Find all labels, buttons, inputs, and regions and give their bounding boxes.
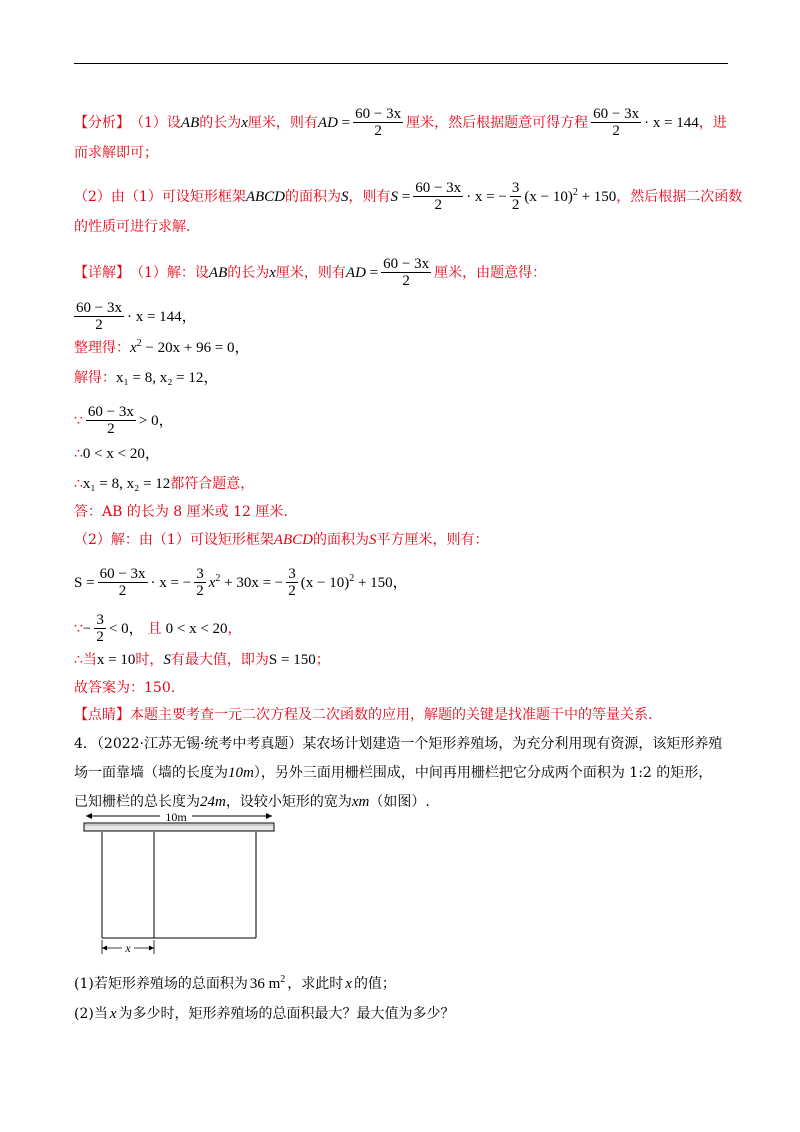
math-expr: · x = 144	[644, 114, 699, 131]
detail-max	[74, 650, 330, 670]
math-part: (x − 10)	[300, 574, 350, 591]
text: 厘米，由题意得：	[434, 264, 547, 281]
math-ab: AB	[208, 264, 228, 281]
math-expr: −	[82, 620, 92, 637]
math-expr: · x = −	[150, 574, 192, 591]
denominator: 2	[612, 123, 620, 139]
numerator: 60 − 3x	[383, 256, 430, 272]
text: 时，	[135, 652, 164, 668]
question-1	[74, 974, 396, 994]
math-expr: S =	[74, 574, 95, 591]
text: 故答案为：150.	[74, 680, 176, 696]
fraction	[591, 106, 641, 139]
detail-roots	[74, 474, 254, 494]
math-abcd: ABCD	[273, 532, 313, 548]
text: 本题主要考查一元二次方程及二次函数的应用，解题的关键是找准题干中的等量关系.	[130, 707, 653, 723]
text: 厘米，则有	[247, 114, 318, 131]
therefore-symbol: ∴	[74, 476, 83, 492]
text: 的面积为	[313, 532, 369, 548]
denominator: 2	[288, 583, 296, 599]
text: 已知栅栏的总长度为	[74, 794, 200, 810]
text: (1)若矩形养殖场的总面积为	[74, 976, 248, 992]
text: 解得：	[74, 370, 116, 386]
numerator: 60 − 3x	[76, 300, 122, 316]
numerator: 60 − 3x	[415, 180, 462, 196]
denominator: 2	[511, 197, 520, 213]
math-expr: 10m	[228, 765, 254, 781]
math-x: x	[109, 1006, 117, 1022]
analysis-line-2	[74, 143, 158, 163]
text: 平方厘米，则有：	[376, 532, 489, 548]
fraction	[94, 612, 106, 645]
text: ，求此时	[287, 976, 344, 992]
denominator: 2	[434, 197, 442, 213]
math-expr: xm	[351, 794, 370, 810]
math-x: x	[241, 114, 248, 131]
math-ab: AB	[180, 114, 200, 131]
math-eq: =	[341, 114, 351, 131]
math-ad: AD	[317, 114, 338, 131]
math-ad: AD	[345, 264, 366, 281]
math-s: S	[163, 652, 171, 668]
text: ），另外三面用栅栏围成，中间再用栅栏把它分成两个面积为 1:2 的矩形，	[253, 765, 713, 781]
math-expr: x = 10	[96, 652, 136, 668]
math-expr: < 0，	[108, 620, 144, 637]
math-ad-eq	[318, 113, 350, 133]
text: 为多少时，矩形养殖场的总面积最大？最大值为多少？	[118, 1006, 455, 1022]
text: 4．（2022·江苏无锡·统考中考真题）某农场计划建造一个矩形养殖场，为充分利用现有资源，该矩形养殖	[74, 736, 723, 752]
math-expr: > 0，	[138, 412, 174, 429]
fraction	[98, 566, 148, 599]
math-x: x	[345, 976, 352, 992]
detail-final	[74, 678, 175, 698]
text: 厘米，则有	[275, 264, 346, 281]
text: 整理得：	[74, 340, 130, 356]
math-ad-eq	[346, 263, 378, 283]
math-part: 36 m	[249, 976, 281, 992]
math-expr	[301, 573, 408, 593]
text: 场一面靠墙（墙的长度为	[74, 765, 228, 781]
math-expr: 24m	[200, 794, 226, 810]
math-part: + 150，	[354, 574, 408, 591]
fraction	[194, 566, 206, 599]
math-s-eq	[391, 187, 411, 207]
detail-tag: 【详解】	[74, 264, 130, 281]
denominator: 2	[118, 583, 127, 599]
math-var: x	[130, 340, 137, 356]
analysis-line-4	[74, 217, 190, 237]
text: ，然后根据二次函数	[616, 188, 743, 205]
detail-eq-1	[74, 300, 197, 333]
text: ，则有	[348, 188, 391, 205]
math-expr: x₁ = 8, x₂ = 12	[82, 476, 171, 492]
math-expr	[130, 338, 250, 358]
math-expr: x₁ = 8, x₂ = 12，	[116, 370, 219, 386]
text: 厘米，然后根据题意可得方程	[406, 114, 589, 131]
wall	[84, 823, 274, 831]
detail-range	[74, 444, 160, 464]
therefore-symbol: ∴	[74, 652, 83, 668]
text: ；	[315, 652, 330, 668]
text: （1）设	[130, 114, 181, 131]
text: 有最大值，即为	[170, 652, 269, 668]
text: （2）由（1）可设矩形框架	[74, 188, 246, 205]
math-eq: =	[401, 188, 411, 205]
because-symbol: ∵	[74, 412, 83, 429]
problem-line-2	[74, 763, 712, 783]
fraction	[286, 566, 298, 599]
comment-line	[74, 705, 652, 725]
detail-because	[74, 404, 174, 437]
denominator: 2	[196, 583, 204, 599]
math-s: S	[341, 188, 349, 205]
text: 答：AB 的长为 8 厘米或 12 厘米.	[74, 504, 288, 520]
numerator: 3	[96, 612, 104, 628]
numerator: 60 − 3x	[87, 404, 134, 420]
text: 且	[147, 620, 162, 637]
text: (2)当	[74, 1006, 108, 1022]
farm-figure	[80, 808, 280, 963]
text: 都符合题意，	[170, 476, 255, 492]
numerator: 60 − 3x	[593, 106, 640, 122]
fraction	[74, 300, 124, 333]
wall-length-label: 10m	[165, 810, 187, 824]
text: ，设较小矩形的宽为	[225, 794, 352, 810]
text: （2）解：由（1）可设矩形框架	[74, 532, 274, 548]
comment-tag: 【点睛】	[74, 707, 130, 723]
math-s: S	[369, 532, 377, 548]
fraction	[381, 256, 431, 289]
therefore-symbol: ∴	[74, 446, 83, 462]
math-part: + 150	[577, 188, 617, 205]
analysis-line-1	[74, 106, 727, 139]
math-part: + 30x = −	[220, 574, 284, 591]
detail-s-equation	[74, 566, 408, 599]
question-2	[74, 1004, 455, 1024]
numerator: 3	[511, 180, 520, 196]
problem-line-1	[74, 734, 722, 754]
exponent: 2	[280, 974, 286, 985]
numerator: 3	[196, 566, 204, 582]
text: 的面积为	[285, 188, 341, 205]
exponent: 2	[349, 572, 355, 584]
math-var: x	[208, 574, 216, 591]
denominator: 2	[374, 123, 382, 139]
fraction	[86, 404, 136, 437]
math-expr: 0 < x < 20，	[82, 446, 160, 462]
numerator: 3	[288, 566, 296, 582]
denominator: 2	[402, 273, 410, 289]
math-expr: S = 150	[268, 652, 316, 668]
fraction	[353, 106, 403, 139]
denominator: 2	[95, 317, 103, 333]
text: 当	[82, 652, 97, 668]
exponent: 2	[136, 338, 142, 349]
math-expr: · x = −	[466, 188, 507, 205]
detail-answer-1	[74, 502, 288, 522]
text: 的长为	[227, 264, 270, 281]
analysis-line-3	[74, 180, 742, 213]
detail-part-2	[74, 530, 489, 550]
header-rule	[74, 63, 728, 64]
math-expr	[524, 187, 616, 207]
text: ，进	[698, 114, 727, 131]
text: （1）解：设	[130, 264, 209, 281]
arrowhead-right	[266, 813, 272, 819]
text: （如图）.	[369, 794, 430, 810]
text: 的值；	[353, 976, 396, 992]
math-part: (x − 10)	[524, 188, 573, 205]
detail-because-2	[74, 612, 242, 645]
detail-organize	[74, 338, 250, 358]
dim-arrowhead-left	[102, 946, 107, 951]
text: 而求解即可；	[74, 145, 158, 161]
analysis-tag: 【分析】	[74, 114, 130, 131]
numerator: 60 − 3x	[99, 566, 146, 582]
math-x: x	[269, 264, 276, 281]
exponent: 2	[572, 186, 578, 198]
math-abcd: ABCD	[245, 188, 285, 205]
math-eq: =	[369, 264, 379, 281]
numerator: 60 − 3x	[355, 106, 402, 122]
math-s: S	[390, 188, 398, 205]
because-symbol: ∵	[74, 620, 83, 637]
detail-solve	[74, 368, 218, 388]
math-expr	[250, 974, 285, 994]
text: ，	[227, 620, 242, 637]
denominator: 2	[107, 421, 115, 437]
denominator: 2	[96, 629, 104, 645]
math-expr: 0 < x < 20	[165, 620, 228, 637]
math-part: − 20x + 96 = 0，	[141, 340, 250, 356]
math-expr	[209, 573, 284, 593]
dim-arrowhead-right	[149, 946, 154, 951]
x-label: x	[125, 941, 131, 955]
exponent: 2	[215, 572, 221, 584]
fraction	[510, 180, 522, 213]
math-expr: · x = 144，	[126, 308, 197, 325]
detail-line-1	[74, 256, 546, 289]
text: 的性质可进行求解.	[74, 219, 191, 235]
arrowhead-left	[86, 813, 92, 819]
fraction	[413, 180, 463, 213]
text: 的长为	[199, 114, 242, 131]
